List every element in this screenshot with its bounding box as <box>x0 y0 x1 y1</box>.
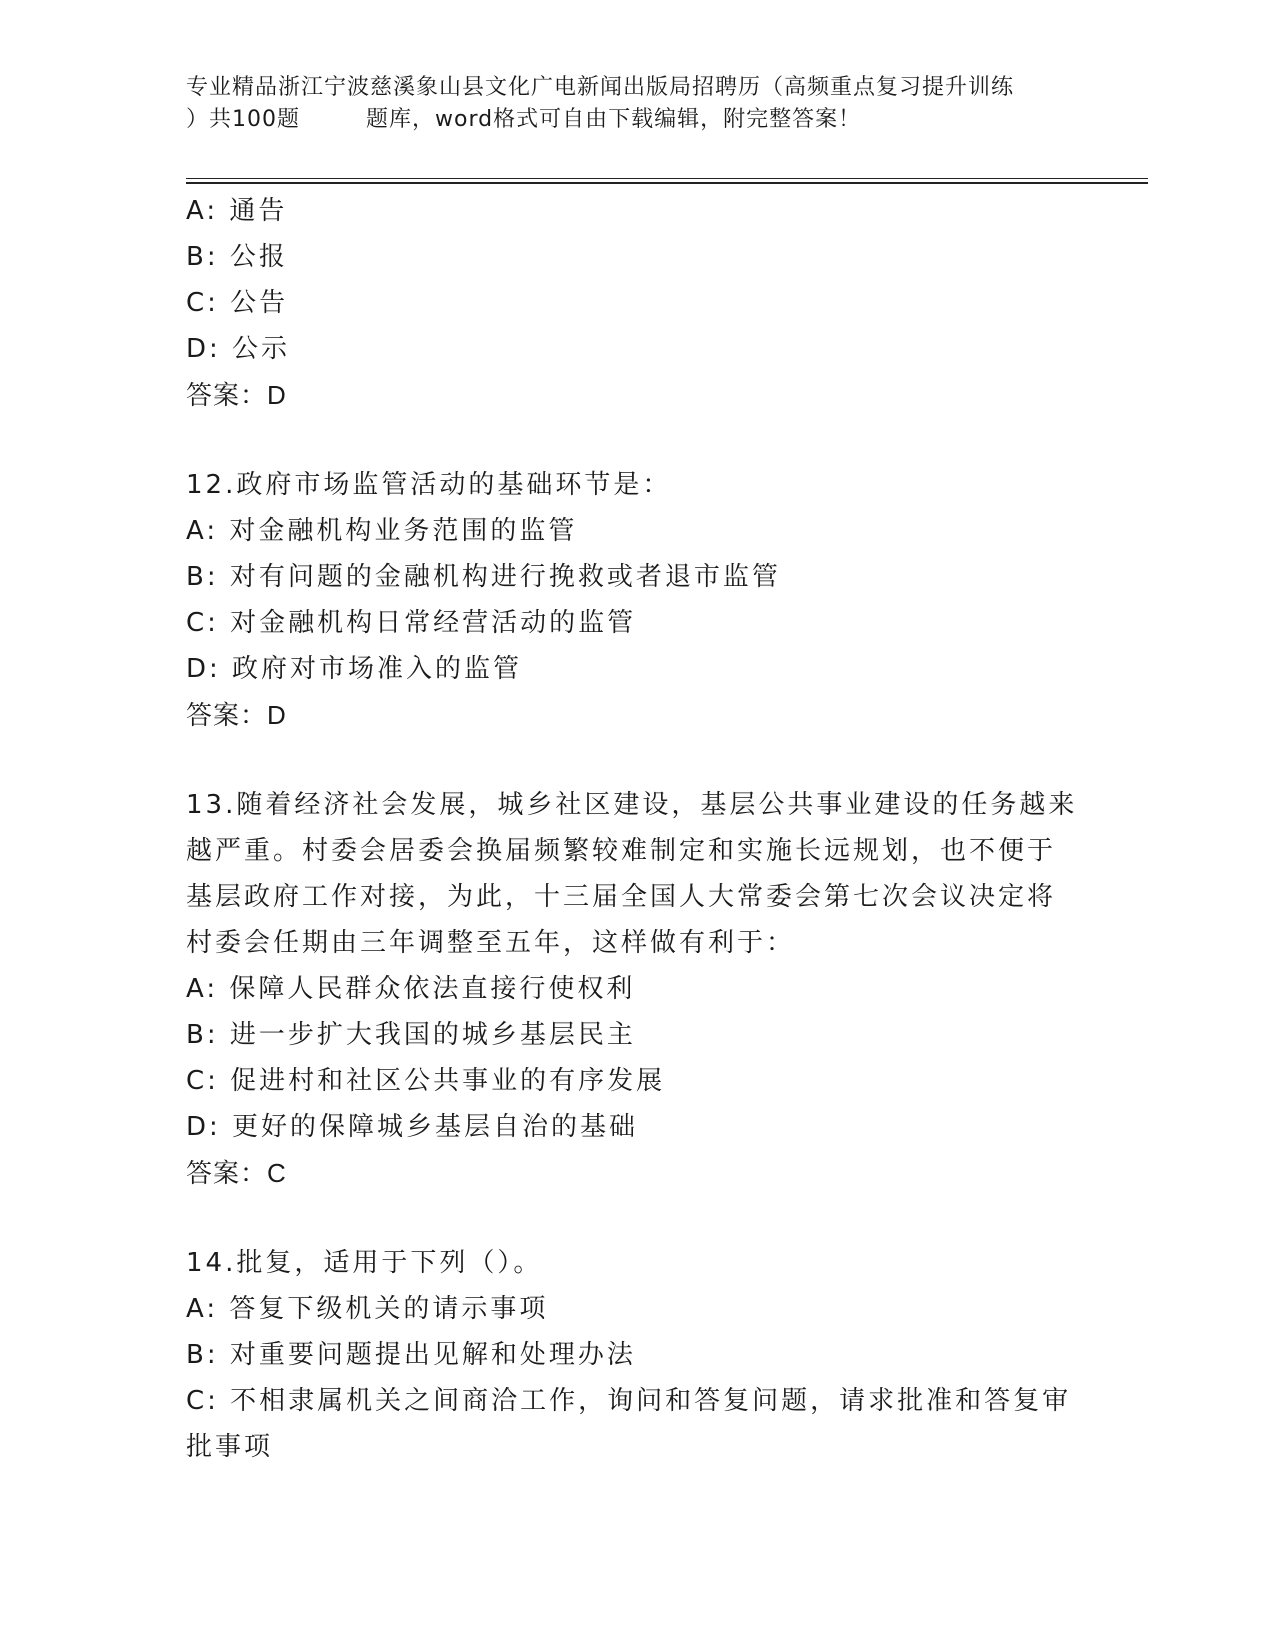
header-title-line-2 <box>186 104 1086 136</box>
option-b: B: 公报 <box>186 242 288 272</box>
header-divider-thin <box>186 178 1148 179</box>
question-11 <box>186 188 1086 418</box>
answer-text: 答案：C <box>186 1158 287 1188</box>
option-d: D: 政府对市场准入的监管 <box>186 654 523 684</box>
question-stem <box>186 782 1086 966</box>
document-body <box>186 188 1086 1470</box>
stem-line-1: 13.随着经济社会发展，城乡社区建设，基层公共事业建设的任务越来 <box>186 790 1078 820</box>
header-title-part-a: ）共100题 <box>186 107 300 132</box>
question-13 <box>186 782 1086 1196</box>
header-title-line-1: 专业精品浙江宁波慈溪象山县文化广电新闻出版局招聘历（高频重点复习提升训练 <box>186 75 1015 100</box>
stem-line-4: 村委会任期由三年调整至五年，这样做有利于： <box>186 928 796 958</box>
stem-line-2: 越严重。村委会居委会换届频繁较难制定和实施长远规划，也不便于 <box>186 836 1057 866</box>
option-b: B: 对重要问题提出见解和处理办法 <box>186 1340 636 1370</box>
answer-text: 答案：D <box>186 700 287 730</box>
option-d: D: 更好的保障城乡基层自治的基础 <box>186 1112 639 1142</box>
question-stem: 14.批复，适用于下列（）。 <box>186 1248 543 1278</box>
question-stem: 12.政府市场监管活动的基础环节是： <box>186 470 672 500</box>
stem-line-3: 基层政府工作对接，为此，十三届全国人大常委会第七次会议决定将 <box>186 882 1057 912</box>
option-b: B: 对有问题的金融机构进行挽救或者退市监管 <box>186 562 781 592</box>
option-b: B: 进一步扩大我国的城乡基层民主 <box>186 1020 636 1050</box>
option-c: C: 公告 <box>186 288 289 318</box>
option-c: C: 对金融机构日常经营活动的监管 <box>186 608 637 638</box>
question-12 <box>186 462 1086 738</box>
option-c-line-1: C: 不相隶属机关之间商洽工作，询问和答复问题，请求批准和答复审 <box>186 1386 1072 1416</box>
option-d: D: 公示 <box>186 334 291 364</box>
option-c: C: 促进村和社区公共事业的有序发展 <box>186 1066 666 1096</box>
answer-text: 答案：D <box>186 380 287 410</box>
option-c <box>186 1378 1086 1470</box>
option-a: A: 对金融机构业务范围的监管 <box>186 516 578 546</box>
header-divider-thick <box>186 182 1148 184</box>
question-14 <box>186 1240 1086 1470</box>
header-title-part-b: 题库，word格式可自由下载编辑，附完整答案！ <box>366 107 862 132</box>
option-a: A: 答复下级机关的请示事项 <box>186 1294 549 1324</box>
document-header <box>186 72 1086 136</box>
option-a: A: 保障人民群众依法直接行使权利 <box>186 974 636 1004</box>
option-a: A: 通告 <box>186 196 288 226</box>
option-c-line-2: 批事项 <box>186 1432 274 1462</box>
